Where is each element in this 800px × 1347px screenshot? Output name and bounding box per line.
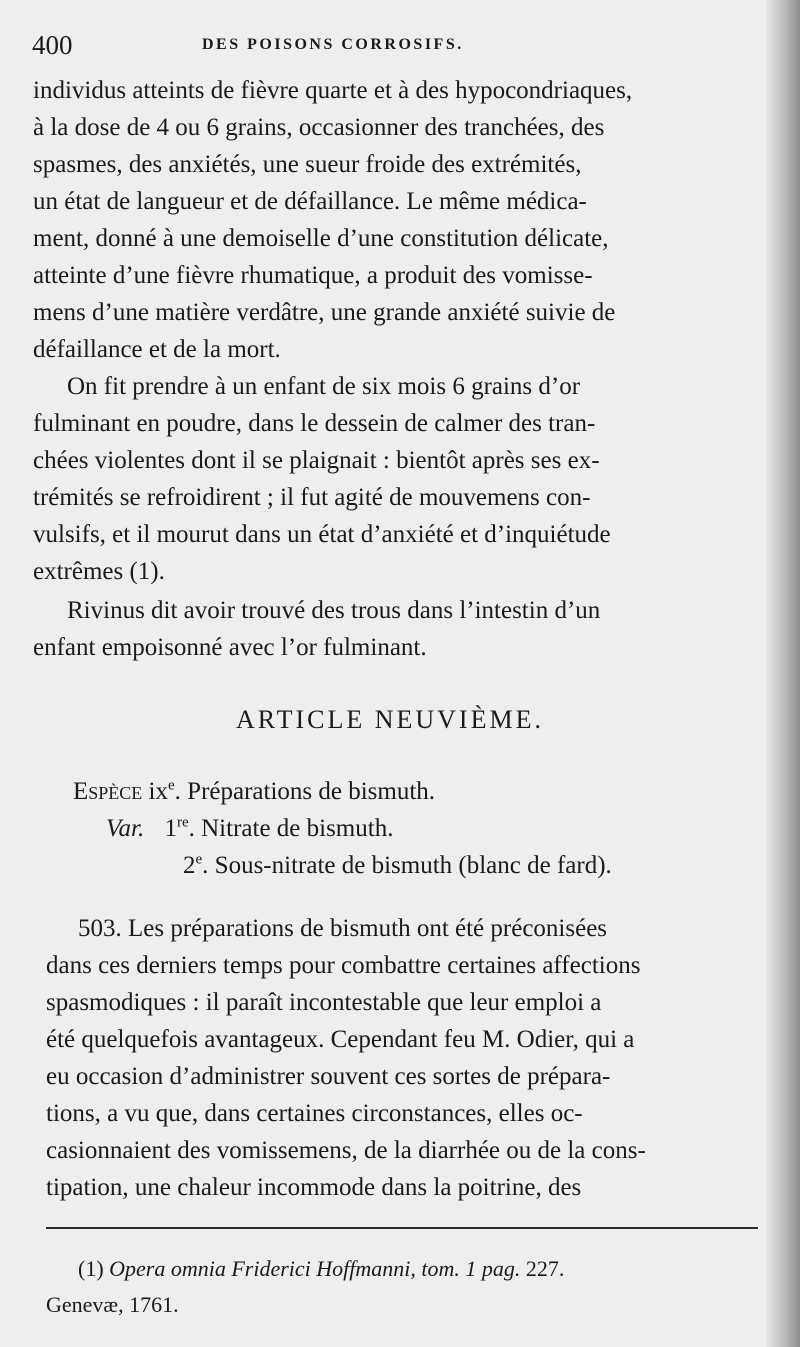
text-line: dans ces derniers temps pour combattre certaines affections (46, 952, 641, 979)
species-name: . Préparations de bismuth. (174, 778, 436, 805)
variety-number: 1 (164, 815, 177, 842)
text-line: On fit prendre à un enfant de six mois 6 grains d’or (67, 373, 581, 400)
text-line: spasmodiques : il paraît incontestable que leur emploi a (46, 989, 602, 1016)
species-number: ix (148, 778, 168, 805)
variety-2-line (183, 847, 612, 884)
text-line: été quelquefois avantageux. Cependant feu M. Odier, qui a (46, 1026, 635, 1053)
text-line: eu occasion d’administrer souvent ces sortes de prépara- (46, 1063, 611, 1090)
footnote (46, 1251, 758, 1323)
variety-prefix: Var. (106, 815, 145, 842)
paragraph-2 (33, 368, 755, 590)
footnote-page: 227. (525, 1256, 565, 1281)
species-line (73, 773, 435, 810)
text-line: casionnaient des vomissemens, de la diarrhée ou de la cons- (46, 1137, 646, 1164)
variety-number-sup: re (176, 814, 189, 831)
text-line: défaillance et de la mort. (33, 336, 281, 363)
footnote-place-date: Genevæ, 1761. (46, 1292, 179, 1317)
text-line: extrêmes (1). (33, 558, 165, 585)
variety-number-sup: e (195, 851, 203, 868)
text-line: ment, donné à une demoiselle d’une constitution délicate, (33, 225, 609, 252)
article-heading: ARTICLE NEUVIÈME. (236, 705, 544, 734)
species-label: Espèce (73, 778, 143, 805)
text-line: individus atteints de fièvre quarte et à des hypocondriaques, (33, 77, 633, 104)
text-line: à la dose de 4 ou 6 grains, occasionner des tranchées, des (33, 114, 605, 141)
variety-number: 2 (183, 852, 196, 879)
text-line: chées violentes dont il se plaignait : bientôt après ses ex- (33, 447, 600, 474)
text-line: mens d’une matière verdâtre, une grande anxiété suivie de (33, 299, 616, 326)
variety-name: . Nitrate de bismuth. (188, 815, 394, 842)
text-line: fulminant en poudre, dans le dessein de calmer des tran- (33, 410, 596, 437)
text-line: atteinte d’une fièvre rhumatique, a produit des vomisse- (33, 262, 593, 289)
text-line: 503. Les préparations de bismuth ont été préconisées (78, 915, 608, 942)
footnote-citation: Opera omnia Friderici Hoffmanni, tom. 1 pag. (109, 1256, 521, 1281)
text-line: spasmes, des anxiétés, une sueur froide des extrémités, (33, 151, 582, 178)
variety-1-line (106, 810, 393, 847)
text-line: vulsifs, et il mourut dans un état d’anxiété et d’inquiétude (33, 521, 611, 548)
species-number-sup: e (168, 777, 175, 794)
text-line: Rivinus dit avoir trouvé des trous dans l’intestin d’un (67, 597, 601, 624)
page-number: 400 (32, 30, 73, 60)
text-line: enfant empoisonné avec l’or fulminant. (33, 634, 427, 661)
section-503 (46, 910, 756, 1206)
footnote-rule (46, 1227, 758, 1229)
paragraph-1 (33, 72, 755, 368)
running-title: DES POISONS CORROSIFS. (202, 36, 464, 53)
text-line: un état de langueur et de défaillance. Le même médica- (33, 188, 587, 215)
text-line: trémités se refroidirent ; il fut agité de mouvemens con- (33, 484, 591, 511)
variety-name: . Sous-nitrate de bismuth (blanc de fard). (202, 852, 612, 879)
text-line: tions, a vu que, dans certaines circonstances, elles oc- (46, 1100, 583, 1127)
page-gutter-shadow (766, 0, 800, 1347)
running-head (32, 30, 754, 66)
text-line: tipation, une chaleur incommode dans la poitrine, des (46, 1174, 582, 1201)
paragraph-3 (33, 592, 755, 666)
footnote-marker: (1) (78, 1256, 104, 1281)
